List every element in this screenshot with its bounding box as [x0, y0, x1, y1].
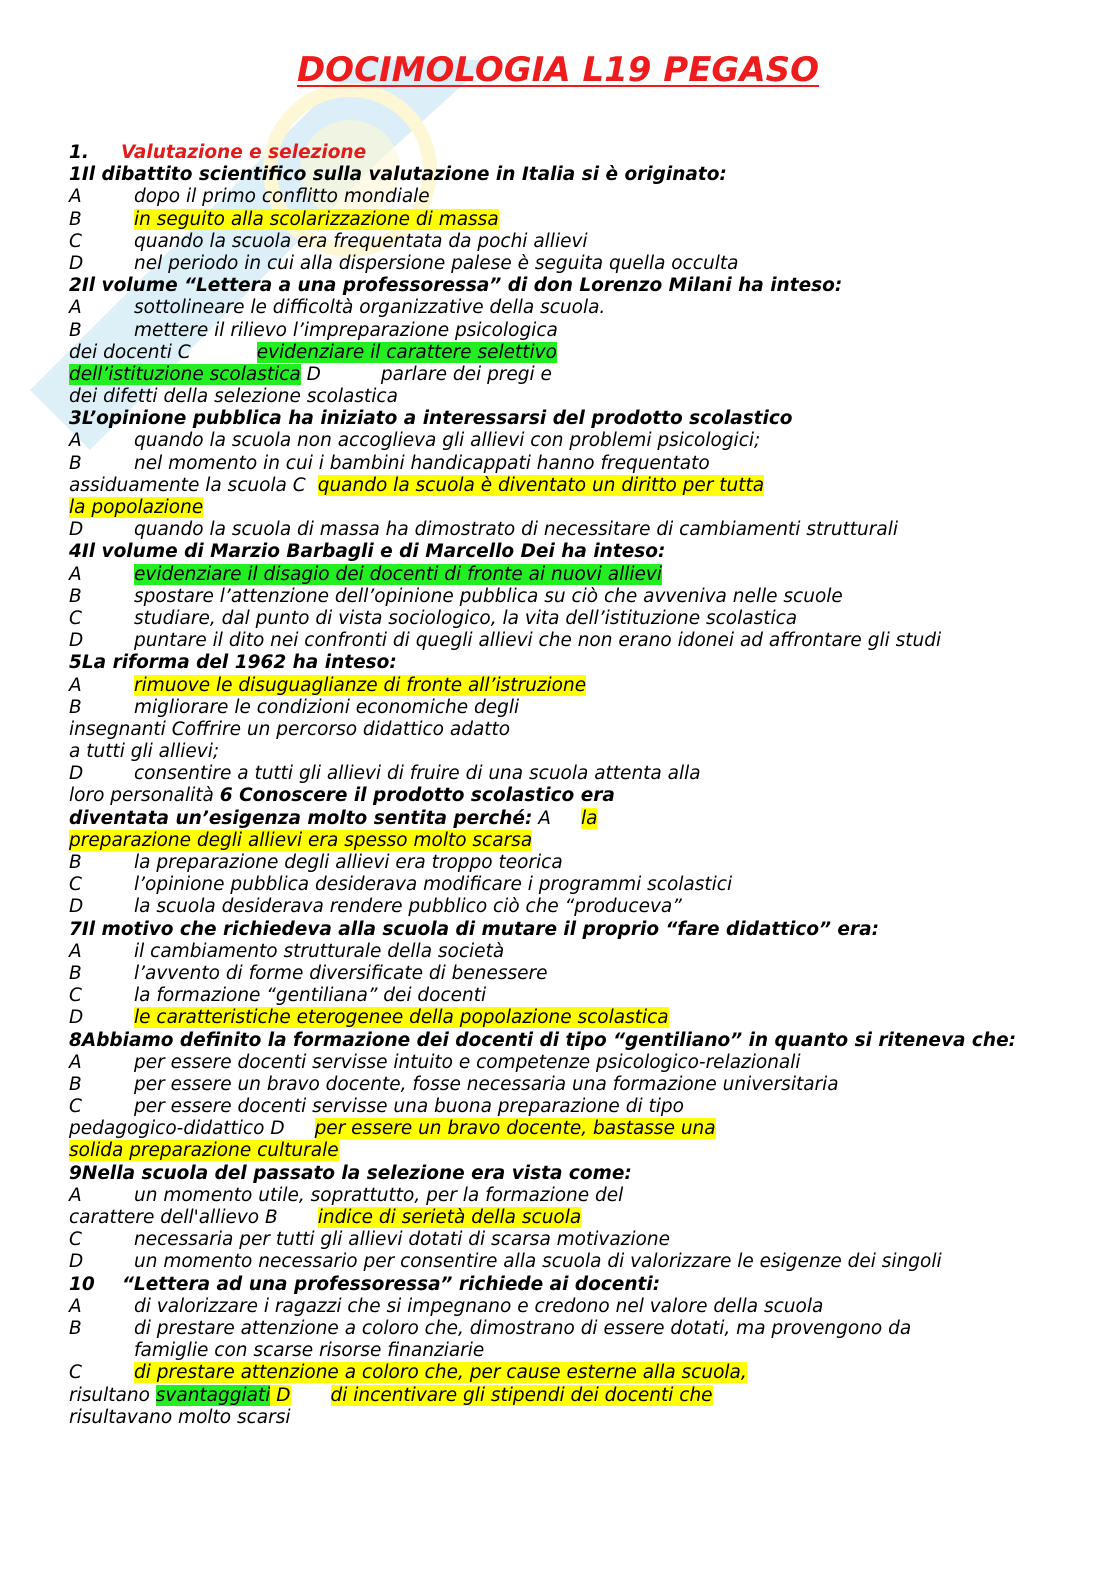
answer-option-correct: A rimuove le disuguaglianze di fronte all’istruzione	[69, 674, 587, 696]
section-heading	[69, 142, 1099, 164]
answer-option: D un momento necessario per consentire alla scuola di valorizzare le esigenze dei singoli	[69, 1251, 942, 1273]
answer-option-correct: solida preparazione culturale	[69, 1140, 339, 1162]
question-stem: 10 “Lettera ad una professoressa” richiede ai docenti:	[69, 1273, 661, 1295]
answer-option: B la preparazione degli allievi era troppo teorica	[69, 852, 563, 873]
answer-option-correct: C di prestare attenzione a coloro che, per cause esterne alla scuola,	[69, 1362, 747, 1384]
answer-option-correct: A evidenziare il disagio dei docenti di fronte ai nuovi allievi	[69, 563, 662, 585]
answer-option: B spostare l’attenzione dell’opinione pubblica su ciò che avveniva nelle scuole	[69, 585, 843, 607]
answer-option: B nel momento in cui i bambini handicappati hanno frequentato	[69, 452, 710, 474]
answer-option: C necessaria per tutti gli allievi dotati di scarsa motivazione	[69, 1229, 670, 1251]
section-number: 1.	[69, 142, 89, 163]
answer-option: D puntare il dito nei confronti di quegli allievi che non erano idonei ad affrontare gli studi	[69, 630, 942, 652]
answer-option: D quando la scuola di massa ha dimostrato di necessitare di cambiamenti strutturali	[69, 519, 899, 541]
answer-option: B per essere un bravo docente, fosse necessaria una formazione universitaria	[69, 1073, 839, 1095]
answer-option: A sottolineare le difficoltà organizzative della scuola.	[69, 297, 606, 319]
answer-option: C l’opinione pubblica desiderava modificare i programmi scolastici	[69, 874, 733, 896]
question-stem: 9Nella scuola del passato la selezione era vista come:	[69, 1162, 632, 1184]
answer-option: C quando la scuola era frequentata da pochi allievi	[69, 230, 588, 252]
question-stem: 5La riforma del 1962 ha inteso:	[69, 652, 397, 674]
answer-option: A un momento utile, soprattutto, per la formazione del	[69, 1184, 624, 1206]
answer-option: D consentire a tutti gli allievi di fruire di una scuola attenta alla	[69, 763, 701, 785]
answer-option: A quando la scuola non accoglieva gli allievi con problemi psicologici;	[69, 430, 761, 452]
question-stem: loro personalità 6 Conoscere il prodotto scolastico era	[69, 785, 615, 807]
section-title: Valutazione e selezione	[121, 142, 367, 163]
answer-option: dei difetti della selezione scolastica	[69, 386, 398, 408]
answer-option-correct: B in seguito alla scolarizzazione di massa	[69, 208, 499, 230]
answer-option: A dopo il primo conflitto mondiale	[69, 186, 430, 208]
answer-option: B l’avvento di forme diversificate di benessere	[69, 962, 548, 984]
answer-option-correct: assiduamente la scuola C quando la scuola è diventato un diritto per tutta	[69, 474, 765, 496]
answer-option: D nel periodo in cui alla dispersione palese è seguita quella occulta	[69, 252, 739, 274]
quiz-content	[69, 142, 1099, 1429]
answer-option-correct: D le caratteristiche eterogenee della popolazione scolastica	[69, 1007, 669, 1029]
answer-option: A di valorizzare i ragazzi che si impegnano e credono nel valore della scuola	[69, 1295, 824, 1317]
question-stem: 4Il volume di Marzio Barbagli e di Marcello Dei ha inteso:	[69, 541, 666, 563]
answer-option-correct: risultano svantaggiati D di incentivare gli stipendi dei docenti che	[69, 1384, 713, 1406]
answer-option-correct: diventata un’esigenza molto sentita perché: A la	[69, 807, 598, 829]
document-title: DOCIMOLOGIA L19 PEGASO	[296, 50, 820, 90]
question-stem: 1Il dibattito scientifico sulla valutazione in Italia si è originato:	[69, 164, 727, 186]
answer-option: A il cambiamento strutturale della società	[69, 940, 505, 962]
question-stem: 8Abbiamo definito la formazione dei docenti di tipo “gentiliano” in quanto si riteneva che:	[69, 1029, 1017, 1051]
answer-option: C studiare, dal punto di vista sociologico, la vita dell’istituzione scolastica	[69, 607, 798, 629]
answer-option: insegnanti Coffrire un percorso didattico adatto	[69, 718, 511, 740]
answer-option: a tutti gli allievi;	[69, 741, 220, 763]
answer-option: C per essere docenti servisse una buona preparazione di tipo	[69, 1096, 684, 1118]
answer-option-correct: preparazione degli allievi era spesso molto scarsa	[69, 829, 533, 851]
answer-option-correct: dell’istituzione scolastica D parlare dei pregi e	[69, 363, 552, 385]
answer-option: B mettere il rilievo l’impreparazione psicologica	[69, 319, 558, 341]
answer-option-correct: dei docenti C evidenziare il carattere selettivo	[69, 341, 557, 363]
answer-option: risultavano molto scarsi	[69, 1406, 291, 1428]
question-stem: 7Il motivo che richiedeva alla scuola di mutare il proprio “fare didattico” era:	[69, 918, 879, 940]
answer-option-correct: pedagogico-didattico D per essere un bravo docente, bastasse una	[69, 1118, 716, 1140]
answer-option: D la scuola desiderava rendere pubblico ciò che “produceva”	[69, 896, 682, 918]
answer-option-correct: carattere dell'allievo B indice di serietà della scuola	[69, 1207, 582, 1228]
answer-option: A per essere docenti servisse intuito e competenze psicologico-relazionali	[69, 1051, 801, 1073]
answer-option: famiglie con scarse risorse finanziarie	[134, 1340, 485, 1362]
answer-option-correct: la popolazione	[69, 497, 204, 518]
question-stem: 3L’opinione pubblica ha iniziato a interessarsi del prodotto scolastico	[69, 408, 793, 430]
answer-option: C la formazione “gentiliana” dei docenti	[69, 985, 487, 1007]
question-stem: 2Il volume “Lettera a una professoressa” di don Lorenzo Milani ha inteso:	[69, 275, 843, 297]
answer-option: B di prestare attenzione a coloro che, dimostrano di essere dotati, ma provengono da	[69, 1317, 912, 1339]
answer-option: B migliorare le condizioni economiche degli	[69, 696, 520, 718]
